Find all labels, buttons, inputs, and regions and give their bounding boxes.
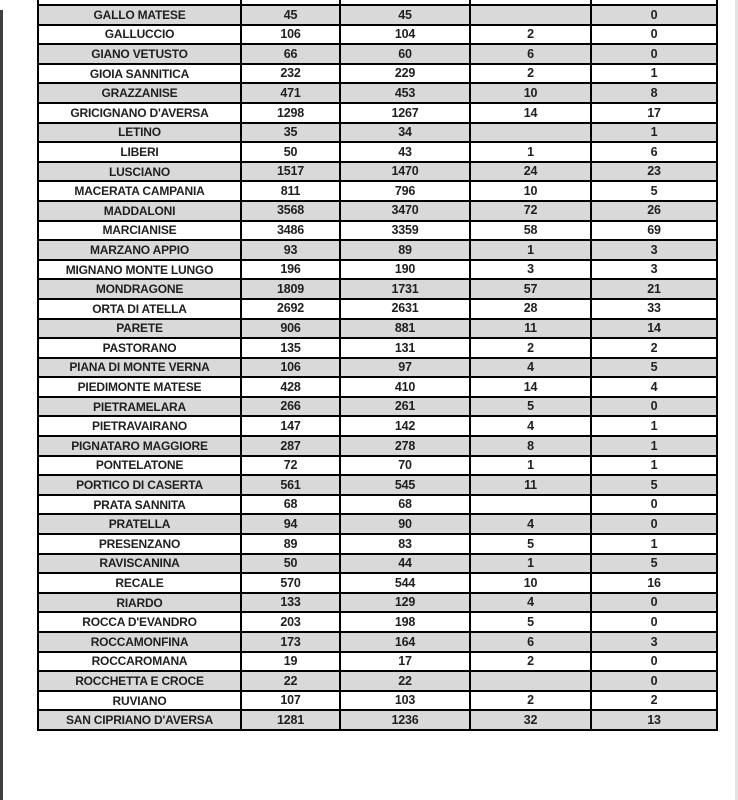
value-cell: 5: [470, 397, 591, 417]
table-row: [38, 593, 717, 613]
value-cell: 89: [340, 240, 470, 260]
value-cell: 50: [241, 554, 340, 574]
table-row: [38, 397, 717, 417]
municipality-name-cell: PASTORANO: [38, 338, 241, 358]
value-cell: 10: [470, 181, 591, 201]
table-row: [38, 495, 717, 515]
value-cell: 1731: [340, 279, 470, 299]
table-row: [38, 44, 717, 64]
value-cell: [470, 123, 591, 143]
value-cell: 278: [340, 436, 470, 456]
value-cell: 66: [241, 44, 340, 64]
value-cell: 881: [340, 319, 470, 339]
value-cell: 94: [241, 514, 340, 534]
value-cell: 4: [470, 514, 591, 534]
value-cell: 58: [470, 221, 591, 241]
municipality-name-cell: GIANO VETUSTO: [38, 44, 241, 64]
value-cell: 3359: [340, 221, 470, 241]
municipality-name-cell: RECALE: [38, 573, 241, 593]
municipality-name-cell: ROCCA D'EVANDRO: [38, 612, 241, 632]
value-cell: 129: [340, 593, 470, 613]
page-left-edge-line: [0, 10, 3, 800]
municipality-name-cell: RIARDO: [38, 593, 241, 613]
value-cell: 1: [591, 64, 717, 84]
value-cell: 104: [340, 25, 470, 45]
municipality-name-cell: PRATA SANNITA: [38, 495, 241, 515]
table-row: [38, 358, 717, 378]
value-cell: 14: [470, 377, 591, 397]
municipality-name-cell: RUVIANO: [38, 691, 241, 711]
value-cell: 811: [241, 181, 340, 201]
value-cell: 1: [591, 416, 717, 436]
table-row: [38, 691, 717, 711]
table-row: [38, 162, 717, 182]
municipality-name-cell: PRESENZANO: [38, 534, 241, 554]
value-cell: 0: [591, 514, 717, 534]
value-cell: 570: [241, 573, 340, 593]
table-row: [38, 671, 717, 691]
value-cell: 544: [340, 573, 470, 593]
value-cell: 2: [470, 652, 591, 672]
value-cell: 1298: [241, 103, 340, 123]
value-cell: 45: [241, 5, 340, 25]
table-row: [38, 377, 717, 397]
value-cell: 3470: [340, 201, 470, 221]
value-cell: 70: [340, 456, 470, 476]
table-row: [38, 181, 717, 201]
value-cell: 3: [591, 260, 717, 280]
value-cell: 14: [591, 319, 717, 339]
municipality-name-cell: PIGNATARO MAGGIORE: [38, 436, 241, 456]
value-cell: 44: [340, 554, 470, 574]
value-cell: 97: [340, 358, 470, 378]
value-cell: 5: [591, 554, 717, 574]
table-row: [38, 456, 717, 476]
municipality-name-cell: PIETRAMELARA: [38, 397, 241, 417]
table-row: [38, 260, 717, 280]
value-cell: 2: [591, 691, 717, 711]
value-cell: 453: [340, 83, 470, 103]
municipality-name-cell: ROCCAROMANA: [38, 652, 241, 672]
value-cell: 2692: [241, 299, 340, 319]
value-cell: 1470: [340, 162, 470, 182]
table-row: [38, 652, 717, 672]
value-cell: 1: [470, 554, 591, 574]
value-cell: 103: [340, 691, 470, 711]
value-cell: 0: [591, 593, 717, 613]
value-cell: 0: [591, 671, 717, 691]
municipality-name-cell: LETINO: [38, 123, 241, 143]
value-cell: 6: [591, 142, 717, 162]
value-cell: 5: [470, 534, 591, 554]
municipality-name-cell: GIOIA SANNITICA: [38, 64, 241, 84]
municipality-name-cell: LIBERI: [38, 142, 241, 162]
value-cell: 4: [470, 593, 591, 613]
municipality-name-cell: PORTICO DI CASERTA: [38, 475, 241, 495]
table-row: [38, 279, 717, 299]
table-row: [38, 710, 717, 730]
value-cell: 5: [591, 358, 717, 378]
value-cell: 3: [591, 632, 717, 652]
value-cell: 68: [241, 495, 340, 515]
value-cell: 190: [340, 260, 470, 280]
value-cell: 561: [241, 475, 340, 495]
value-cell: 2: [470, 64, 591, 84]
table-row: [38, 221, 717, 241]
municipality-name-cell: ORTA DI ATELLA: [38, 299, 241, 319]
value-cell: 19: [241, 652, 340, 672]
value-cell: 6: [470, 44, 591, 64]
municipality-table-body: [38, 0, 717, 730]
table-row: [38, 632, 717, 652]
value-cell: 32: [470, 710, 591, 730]
value-cell: 906: [241, 319, 340, 339]
value-cell: 57: [470, 279, 591, 299]
value-cell: 1517: [241, 162, 340, 182]
table-row: [38, 338, 717, 358]
municipality-name-cell: PIEDIMONTE MATESE: [38, 377, 241, 397]
value-cell: 0: [591, 5, 717, 25]
municipality-name-cell: GALLO MATESE: [38, 5, 241, 25]
value-cell: 203: [241, 612, 340, 632]
value-cell: 173: [241, 632, 340, 652]
value-cell: [470, 671, 591, 691]
value-cell: 2: [470, 338, 591, 358]
table-row: [38, 201, 717, 221]
value-cell: 287: [241, 436, 340, 456]
value-cell: 3486: [241, 221, 340, 241]
value-cell: [470, 495, 591, 515]
value-cell: 11: [470, 319, 591, 339]
value-cell: 93: [241, 240, 340, 260]
value-cell: 1: [591, 123, 717, 143]
municipality-name-cell: LUSCIANO: [38, 162, 241, 182]
value-cell: 1267: [340, 103, 470, 123]
value-cell: 131: [340, 338, 470, 358]
value-cell: 2: [470, 691, 591, 711]
value-cell: 17: [591, 103, 717, 123]
value-cell: 1809: [241, 279, 340, 299]
value-cell: 6: [470, 632, 591, 652]
value-cell: 164: [340, 632, 470, 652]
value-cell: 229: [340, 64, 470, 84]
value-cell: 90: [340, 514, 470, 534]
value-cell: 10: [470, 83, 591, 103]
value-cell: 106: [241, 25, 340, 45]
value-cell: [470, 5, 591, 25]
table-row: [38, 475, 717, 495]
table-row: [38, 436, 717, 456]
value-cell: 17: [340, 652, 470, 672]
value-cell: 11: [470, 475, 591, 495]
table-row: [38, 142, 717, 162]
municipality-name-cell: RAVISCANINA: [38, 554, 241, 574]
municipality-name-cell: SAN CIPRIANO D'AVERSA: [38, 710, 241, 730]
municipality-name-cell: MARCIANISE: [38, 221, 241, 241]
value-cell: 142: [340, 416, 470, 436]
value-cell: 4: [470, 416, 591, 436]
value-cell: 16: [591, 573, 717, 593]
municipality-name-cell: ROCCAMONFINA: [38, 632, 241, 652]
table-row: [38, 299, 717, 319]
table-row: [38, 123, 717, 143]
value-cell: 2631: [340, 299, 470, 319]
table-row: [38, 5, 717, 25]
municipality-table: [37, 0, 718, 731]
municipality-name-cell: PIETRAVAIRANO: [38, 416, 241, 436]
value-cell: 3: [470, 260, 591, 280]
value-cell: 2: [470, 25, 591, 45]
value-cell: 21: [591, 279, 717, 299]
value-cell: 23: [591, 162, 717, 182]
value-cell: 0: [591, 44, 717, 64]
value-cell: 1: [470, 456, 591, 476]
value-cell: 1: [591, 456, 717, 476]
value-cell: 83: [340, 534, 470, 554]
value-cell: 1: [470, 240, 591, 260]
value-cell: 8: [470, 436, 591, 456]
value-cell: 471: [241, 83, 340, 103]
value-cell: 22: [340, 671, 470, 691]
municipality-name-cell: ROCCHETTA E CROCE: [38, 671, 241, 691]
value-cell: 43: [340, 142, 470, 162]
value-cell: 196: [241, 260, 340, 280]
value-cell: 261: [340, 397, 470, 417]
value-cell: 1: [470, 142, 591, 162]
value-cell: 60: [340, 44, 470, 64]
municipality-name-cell: MACERATA CAMPANIA: [38, 181, 241, 201]
value-cell: 5: [591, 475, 717, 495]
value-cell: 72: [470, 201, 591, 221]
table-row: [38, 554, 717, 574]
value-cell: 428: [241, 377, 340, 397]
value-cell: 1: [591, 436, 717, 456]
value-cell: 10: [470, 573, 591, 593]
value-cell: 135: [241, 338, 340, 358]
municipality-name-cell: GRICIGNANO D'AVERSA: [38, 103, 241, 123]
value-cell: 8: [591, 83, 717, 103]
table-row: [38, 64, 717, 84]
value-cell: 232: [241, 64, 340, 84]
value-cell: 4: [591, 377, 717, 397]
municipality-name-cell: MONDRAGONE: [38, 279, 241, 299]
value-cell: 0: [591, 652, 717, 672]
table-row: [38, 83, 717, 103]
value-cell: 34: [340, 123, 470, 143]
municipality-name-cell: MARZANO APPIO: [38, 240, 241, 260]
value-cell: 33: [591, 299, 717, 319]
value-cell: 410: [340, 377, 470, 397]
table-row: [38, 25, 717, 45]
value-cell: 35: [241, 123, 340, 143]
value-cell: 5: [591, 181, 717, 201]
table-row: [38, 103, 717, 123]
municipality-name-cell: MIGNANO MONTE LUNGO: [38, 260, 241, 280]
value-cell: 0: [591, 612, 717, 632]
table-row: [38, 416, 717, 436]
value-cell: 2: [591, 338, 717, 358]
value-cell: 106: [241, 358, 340, 378]
value-cell: 0: [591, 495, 717, 515]
value-cell: 89: [241, 534, 340, 554]
value-cell: 107: [241, 691, 340, 711]
value-cell: 0: [591, 397, 717, 417]
value-cell: 22: [241, 671, 340, 691]
value-cell: 72: [241, 456, 340, 476]
value-cell: 266: [241, 397, 340, 417]
value-cell: 4: [470, 358, 591, 378]
table-row: [38, 319, 717, 339]
value-cell: 3568: [241, 201, 340, 221]
value-cell: 1: [591, 534, 717, 554]
value-cell: 45: [340, 5, 470, 25]
value-cell: 13: [591, 710, 717, 730]
value-cell: 545: [340, 475, 470, 495]
table-row: [38, 240, 717, 260]
municipality-name-cell: PIANA DI MONTE VERNA: [38, 358, 241, 378]
table-row: [38, 534, 717, 554]
value-cell: 26: [591, 201, 717, 221]
municipality-name-cell: GALLUCCIO: [38, 25, 241, 45]
value-cell: 796: [340, 181, 470, 201]
value-cell: 24: [470, 162, 591, 182]
value-cell: 69: [591, 221, 717, 241]
value-cell: 133: [241, 593, 340, 613]
value-cell: 198: [340, 612, 470, 632]
municipality-name-cell: GRAZZANISE: [38, 83, 241, 103]
value-cell: 28: [470, 299, 591, 319]
municipality-name-cell: PONTELATONE: [38, 456, 241, 476]
value-cell: 50: [241, 142, 340, 162]
value-cell: 1281: [241, 710, 340, 730]
table-row: [38, 573, 717, 593]
value-cell: 3: [591, 240, 717, 260]
municipality-name-cell: MADDALONI: [38, 201, 241, 221]
value-cell: 5: [470, 612, 591, 632]
municipality-name-cell: PRATELLA: [38, 514, 241, 534]
value-cell: 68: [340, 495, 470, 515]
value-cell: 0: [591, 25, 717, 45]
value-cell: 14: [470, 103, 591, 123]
value-cell: 147: [241, 416, 340, 436]
value-cell: 1236: [340, 710, 470, 730]
municipality-name-cell: PARETE: [38, 319, 241, 339]
table-row: [38, 514, 717, 534]
table-row: [38, 612, 717, 632]
